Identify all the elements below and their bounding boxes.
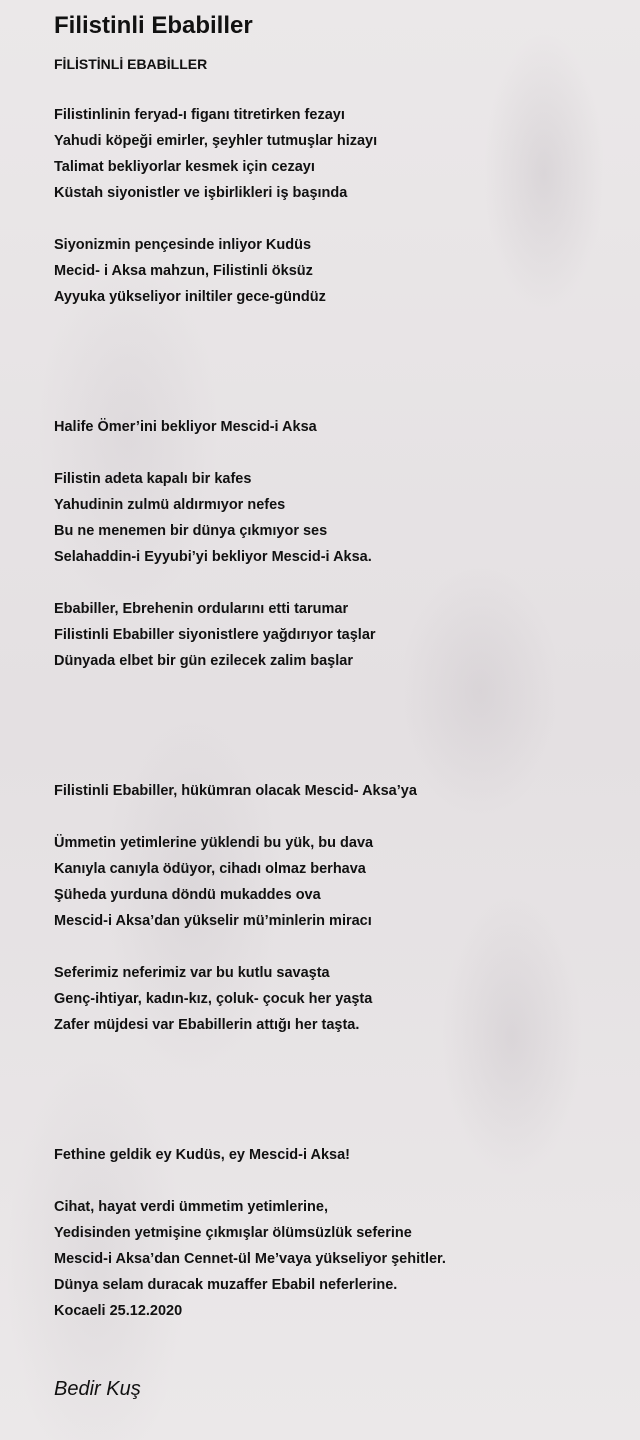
poem-line: Küstah siyonistler ve işbirlikleri iş başında <box>54 185 348 201</box>
poem-title: Filistinli Ebabiller <box>54 12 253 39</box>
poem-author: Bedir Kuş <box>54 1378 141 1400</box>
poem-line: Selahaddin-i Eyyubi’yi bekliyor Mescid-i Aksa. <box>54 549 372 565</box>
poem-line: Fethine geldik ey Kudüs, ey Mescid-i Aksa! <box>54 1147 350 1163</box>
stanza <box>54 960 614 1038</box>
stanza <box>54 1142 614 1168</box>
poem-line: Yahudi köpeği emirler, şeyhler tutmuşlar hizayı <box>54 133 378 149</box>
poem-line: Halife Ömer’ini bekliyor Mescid-i Aksa <box>54 419 317 435</box>
poem-line: Cihat, hayat verdi ümmetim yetimlerine, <box>54 1199 328 1215</box>
poem-line: Bu ne menemen bir dünya çıkmıyor ses <box>54 523 328 539</box>
poem-line: Filistinli Ebabiller siyonistlere yağdırıyor taşlar <box>54 627 376 643</box>
poem-line: Zafer müjdesi var Ebabillerin attığı her taşta. <box>54 1017 360 1033</box>
poem-line: Filistinlinin feryad-ı figanı titretirken fezayı <box>54 107 345 123</box>
stanza <box>54 466 614 570</box>
poem-line: Mecid- i Aksa mahzun, Filistinli öksüz <box>54 263 313 279</box>
poem-body <box>54 102 614 1350</box>
poem-line: Siyonizmin pençesinde inliyor Kudüs <box>54 237 312 253</box>
poem-line: Kocaeli 25.12.2020 <box>54 1303 183 1319</box>
stanza <box>54 232 614 310</box>
poem-line: Yedisinden yetmişine çıkmışlar ölümsüzlük seferine <box>54 1225 412 1241</box>
poem-line: Dünyada elbet bir gün ezilecek zalim başlar <box>54 653 353 669</box>
stanza <box>54 830 614 934</box>
poem-line: Dünya selam duracak muzaffer Ebabil neferlerine. <box>54 1277 398 1293</box>
stanza <box>54 778 614 804</box>
poem-line: Mescid-i Aksa’dan Cennet-ül Me’vaya yükseliyor şehitler. <box>54 1251 446 1267</box>
poem-subtitle: FİLİSTİNLİ EBABİLLER <box>54 56 208 72</box>
poem-line: Ebabiller, Ebrehenin ordularını etti tarumar <box>54 601 349 617</box>
stanza <box>54 1194 614 1324</box>
poem-line: Ümmetin yetimlerine yüklendi bu yük, bu dava <box>54 835 374 851</box>
stanza <box>54 102 614 206</box>
poem-line: Genç-ihtiyar, kadın-kız, çoluk- çocuk her yaşta <box>54 991 373 1007</box>
poem-line: Mescid-i Aksa’dan yükselir mü’minlerin miracı <box>54 913 372 929</box>
poem-line: Ayyuka yükseliyor iniltiler gece-gündüz <box>54 289 326 305</box>
poem-line: Filistinli Ebabiller, hükümran olacak Mescid- Aksa’ya <box>54 783 417 799</box>
stanza <box>54 414 614 440</box>
poem-line: Filistin adeta kapalı bir kafes <box>54 471 252 487</box>
poem-line: Seferimiz neferimiz var bu kutlu savaşta <box>54 965 330 981</box>
stanza <box>54 596 614 674</box>
poem-line: Kanıyla canıyla ödüyor, cihadı olmaz berhava <box>54 861 366 877</box>
poem-line: Şüheda yurduna döndü mukaddes ova <box>54 887 321 903</box>
poem-line: Talimat bekliyorlar kesmek için cezayı <box>54 159 315 175</box>
poem-line: Yahudinin zulmü aldırmıyor nefes <box>54 497 286 513</box>
